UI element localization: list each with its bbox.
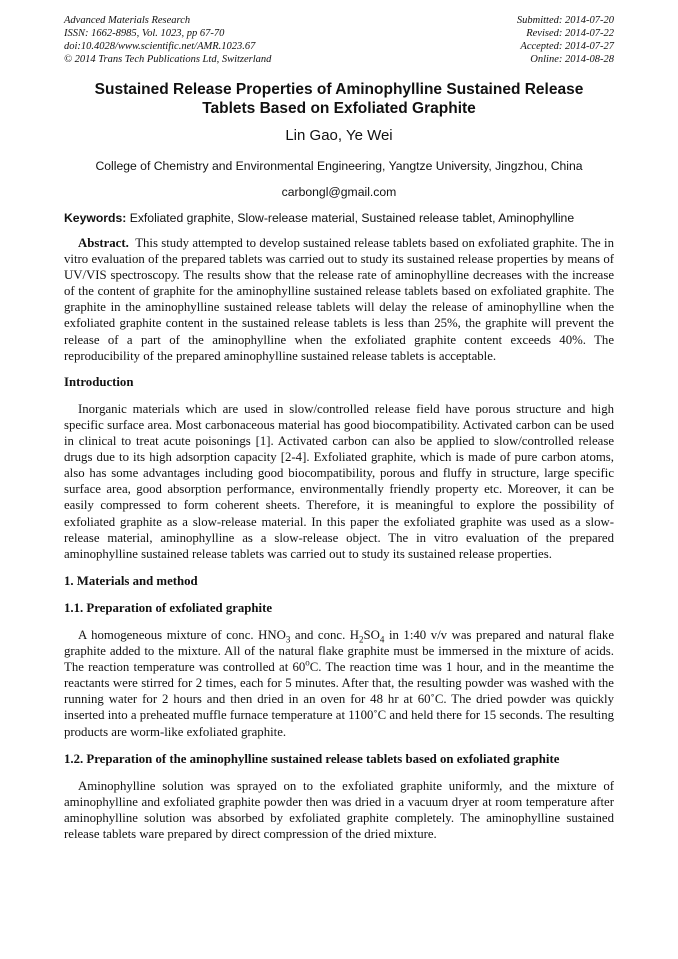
accepted-date: Accepted: 2014-07-27 — [520, 41, 614, 52]
title-line-2: Tablets Based on Exfoliated Graphite — [202, 100, 476, 117]
title-line-1: Sustained Release Properties of Aminophylline Sustained Release — [94, 81, 584, 98]
journal-info — [64, 14, 271, 66]
section-1-1-heading: 1.1. Preparation of exfoliated graphite — [64, 600, 273, 615]
text-run: A homogeneous mixture of conc. HNO — [78, 627, 286, 642]
submission-dates — [517, 14, 614, 66]
section-1-2-text: Aminophylline solution was sprayed on to the exfoliated graphite uniformly, and the mixture of aminophylline and exfoliated graphite powder then was dried in a vacuum dryer at room temperature after aminophylline solution was absorbed by exfoliated graphite completely. The aminophylline sustained release tablets ware prepared by direct compression of the dried mixture. — [64, 778, 614, 841]
section-1-2-heading: 1.2. Preparation of the aminophylline sustained release tablets based on exfoliated graphite — [64, 751, 560, 766]
abstract-label: Abstract. — [78, 236, 129, 250]
revised-date: Revised: 2014-07-22 — [526, 28, 614, 39]
online-date: Online: 2014-08-28 — [530, 54, 614, 65]
text-run: C. The reaction time was 1 hour, and in the meantime the reactants were stirred for 2 times, each for 5 minutes. After that, the resulting powder was washed with the running water for 2 hours and then dried in an oven for 48 hr at 60˚C. The dried powder was quickly inserted into a preheated muffle furnace temperature at 1100˚C and held there for 15 seconds. The resulting products are worm-like exfoliated graphite. — [64, 660, 614, 739]
authors: Lin Gao, Ye Wei — [285, 127, 393, 144]
superscript: o — [305, 657, 310, 668]
introduction-text: Inorganic materials which are used in slow/controlled release field have porous structure and high specific surface area. Most carbonaceous material has good biocompatibility. Activated carbon can be used in clinical to treat acute poisonings [1]. Activated carbon can also be applied to slow/controlled release drugs due to its high adsorption capacity [2-4]. Exfoliated graphite, which is made of pure carbon atoms, also has some advantages including good biocompatibility, porous and fluffy in structure, large specific surface area, good absorption performance, environmentally friendly property etc. Moreover, it can be easily compressed to form coherent sheets. Therefore, it is meaningful to explore the possibility of exfoliated graphite as a slow-release material. In this paper the exfoliated graphite was used as a slow-release material, aminophylline as a slow-release object. The in vitro evaluation of the prepared aminophylline sustained release tablets was carried out to study its sustained release properties. — [64, 401, 614, 561]
copyright: © 2014 Trans Tech Publications Ltd, Switzerland — [64, 54, 272, 65]
section-1-1-text — [64, 627, 614, 740]
subscript: 3 — [285, 634, 291, 645]
subscript: 4 — [379, 634, 385, 645]
issn: ISSN: 1662-8985, Vol. 1023, pp 67-70 — [64, 28, 225, 39]
affiliation: College of Chemistry and Environmental Engineering, Yangtze University, Jingzhou, China — [95, 159, 583, 173]
text-run: in 1:40 v/v was prepared and natural flake graphite added to the mixture. All of the natural flake graphite must be immersed in the mixture of acids. The reaction temperature was controlled at 60 — [64, 627, 614, 675]
journal-name: Advanced Materials Research — [64, 15, 191, 26]
submitted-date: Submitted: 2014-07-20 — [516, 15, 614, 26]
paper-title — [64, 80, 614, 118]
abstract-text: This study attempted to develop sustained release tablets based on exfoliated graphite. The in vitro evaluation of the prepared tablets was carried out to study its sustained release properties by means of UV/VIS spectroscopy. The results show that the release rate of aminophylline decreases with the increase of the content of graphite for the aminophylline sustained release tablets based on exfoliated graphite. The graphite in the aminophylline sustained release tablets will delay the release of aminophylline when the exfoliated graphite content in the sustained release tablets is less than 25%, the graphite will prevent the release of a part of the aminophylline when the exfoliated graphite content exceeds 40%. The reproducibility of the prepared aminophylline sustained release tablets is acceptable. — [64, 236, 614, 363]
keywords-list: Exfoliated graphite, Slow-release material, Sustained release tablet, Aminophylline — [129, 211, 575, 225]
introduction-heading: Introduction — [64, 374, 134, 389]
section-1-heading: 1. Materials and method — [64, 573, 198, 588]
text-run: SO — [363, 627, 380, 642]
text-run: and conc. H — [290, 627, 360, 642]
abstract — [64, 235, 614, 364]
paper-body — [64, 235, 614, 842]
keywords — [64, 211, 618, 225]
subscript: 2 — [359, 634, 364, 645]
author-email: carbongl@gmail.com — [281, 185, 397, 199]
doi: doi:10.4028/www.scientific.net/AMR.1023.67 — [64, 41, 256, 52]
keywords-label: Keywords: — [64, 211, 127, 225]
